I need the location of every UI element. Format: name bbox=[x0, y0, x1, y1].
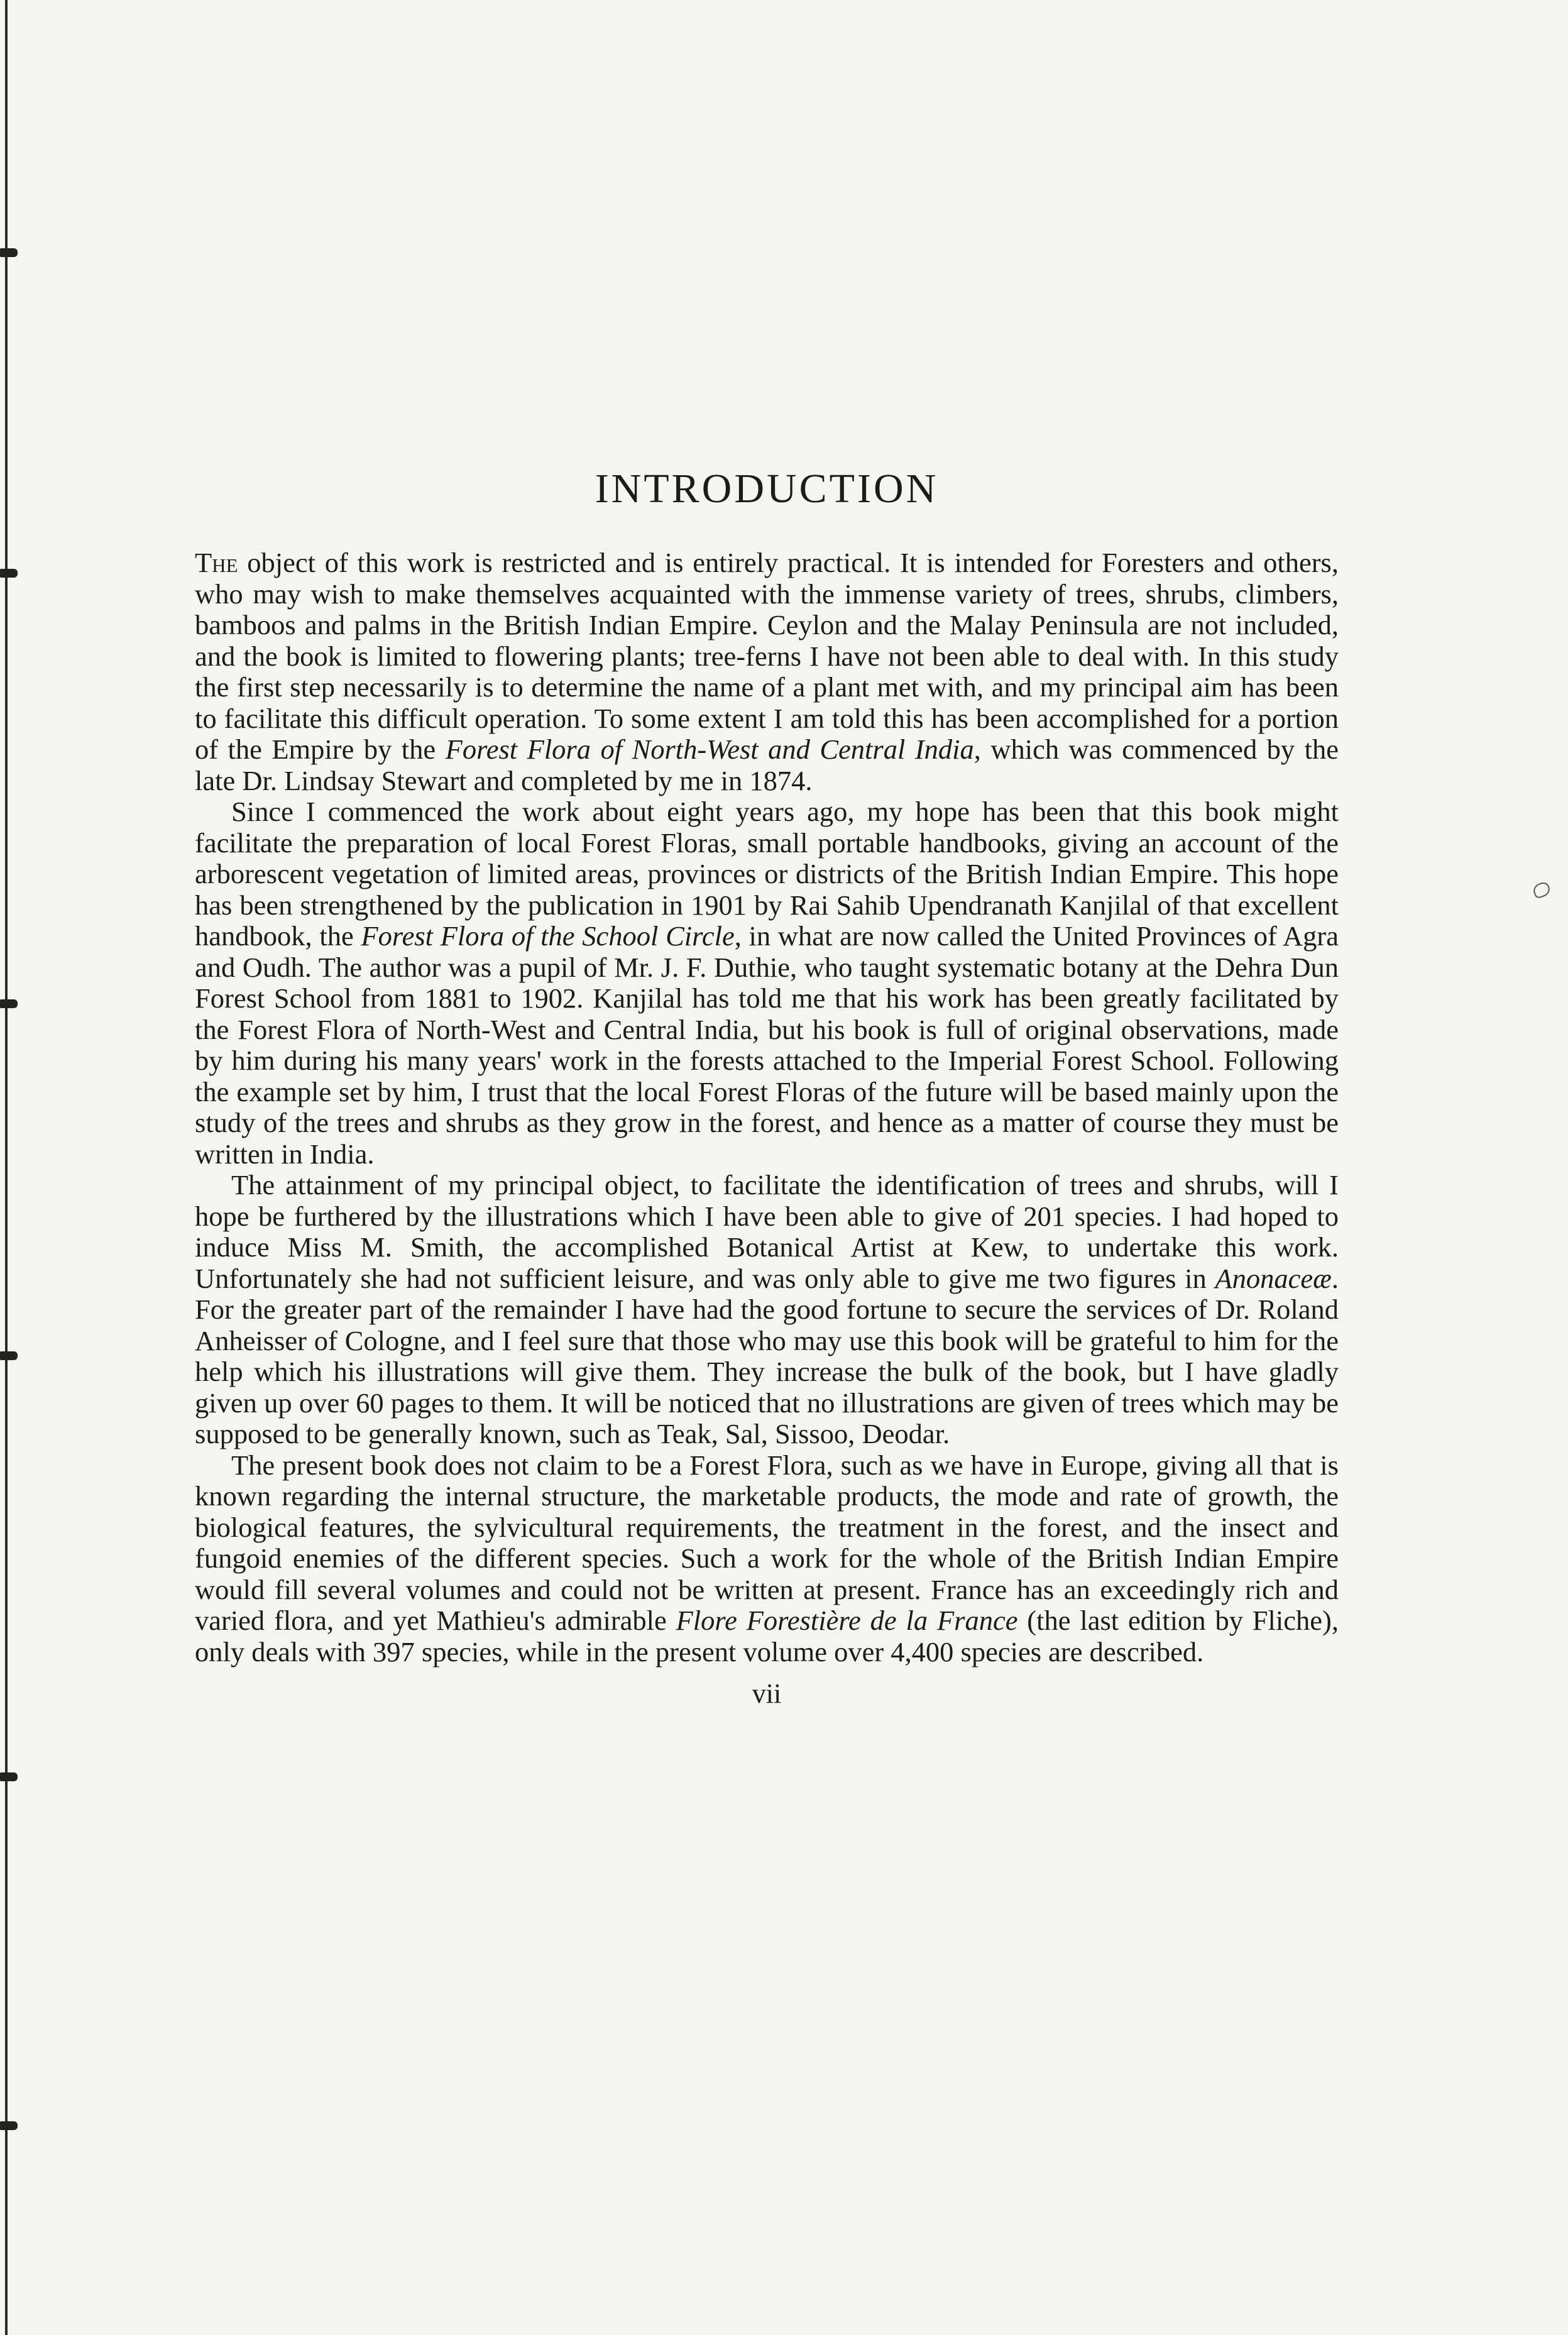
body-text bbox=[195, 547, 1339, 1667]
paragraph bbox=[195, 1170, 1339, 1450]
binding-mark bbox=[0, 248, 18, 257]
text-run: object of this work is restricted and is entirely practical. It is intended for Foresters and others, who may wish to make themselves acquainted with the immense variety of trees, shrubs, climbers, bamboos and palms in the British Indian Empire. Ceylon and the Malay Peninsula are not included, and the book is limited to flowering plants; tree-ferns I have not been able to deal with. In this study the first step necessarily is to determine the name of a plant met with, and my principal aim has been to facilitate this difficult operation. To some extent I am told this has been accomplished for a portion of the Empire by the bbox=[195, 547, 1339, 765]
italic-title: Forest Flora of the School Circle bbox=[361, 920, 735, 952]
binding-mark bbox=[0, 1351, 18, 1360]
page-title: INTRODUCTION bbox=[595, 466, 939, 512]
italic-title: Anonaceæ bbox=[1215, 1262, 1332, 1294]
text-run: The attainment of my principal object, to facilitate the identification of trees and shrubs, will I hope be furthered by the illustrations which I have been able to give of 201 species. I had hoped to induce Miss M. Smith, the accomplished Botanical Artist at Kew, to undertake this work. Unfortunately she had not sufficient leisure, and was only able to give me two figures in bbox=[195, 1169, 1339, 1294]
text-run: , which was commenced by the late Dr. Lindsay Stewart and completed by me in 1874. bbox=[195, 733, 1339, 796]
page-number: vii bbox=[752, 1678, 782, 1709]
scan-binding-edge bbox=[5, 0, 8, 2335]
document-page bbox=[195, 465, 1339, 1710]
lead-word: The bbox=[195, 547, 238, 578]
paragraph bbox=[195, 796, 1339, 1170]
paragraph bbox=[195, 1450, 1339, 1668]
binding-mark bbox=[0, 569, 18, 578]
binding-mark bbox=[0, 999, 18, 1008]
text-run: (the last edition by Fliche), only deals with 397 species, while in the present volume over 4,400 species are described. bbox=[195, 1605, 1339, 1667]
text-run: The present book does not claim to be a Forest Flora, such as we have in Europe, giving all that is known regarding the internal structure, the marketable products, the mode and rate of growth, the biological features, the sylvicultural requirements, the treatment in the forest, and the insect and fungoid enemies of the different species. Such a work for the whole of the British Indian Empire would fill several volumes and could not be written at present. France has an exceedingly rich and varied flora, and yet Mathieu's admirable bbox=[195, 1449, 1339, 1636]
binding-mark bbox=[0, 1772, 18, 1781]
binding-mark bbox=[0, 2121, 18, 2130]
italic-title: Forest Flora of North-West and Central India bbox=[445, 733, 974, 765]
text-run: Since I commenced the work about eight years ago, my hope has been that this book might facilitate the preparation of local Forest Floras, small portable handbooks, giving an account of the arborescent vegetation of limited areas, provinces or districts of the British Indian Empire. This hope has been strengthened by the publication in 1901 by Rai Sahib Upendranath Kanjilal of that excellent handbook, the bbox=[195, 796, 1339, 952]
paragraph bbox=[195, 547, 1339, 796]
text-run: . For the greater part of the remainder I have had the good fortune to secure the services of Dr. Roland Anheisser of Cologne, and I feel sure that those who may use this book will be grateful to him for the help which his illustrations will give them. They increase the bulk of the book, but I have gladly given up over 60 pages to them. It will be noticed that no illustrations are given of trees which may be supposed to be generally known, such as Teak, Sal, Sissoo, Deodar. bbox=[195, 1262, 1339, 1449]
scan-speck bbox=[1532, 881, 1552, 899]
text-run: , in what are now called the United Provinces of Agra and Oudh. The author was a pupil of Mr. J. F. Duthie, who taught systematic botany at the Dehra Dun Forest School from 1881 to 1902. Kanjilal has told me that his work has been greatly facilitated by the Forest Flora of North-West and Central India, but his book is full of original observations, made by him during his many years' work in the forests attached to the Imperial Forest School. Following the example set by him, I trust that the local Forest Floras of the future will be based mainly upon the study of the trees and shrubs as they grow in the forest, and hence as a matter of course they must be written in India. bbox=[195, 920, 1339, 1170]
italic-title: Flore Forestière de la France bbox=[676, 1605, 1018, 1636]
